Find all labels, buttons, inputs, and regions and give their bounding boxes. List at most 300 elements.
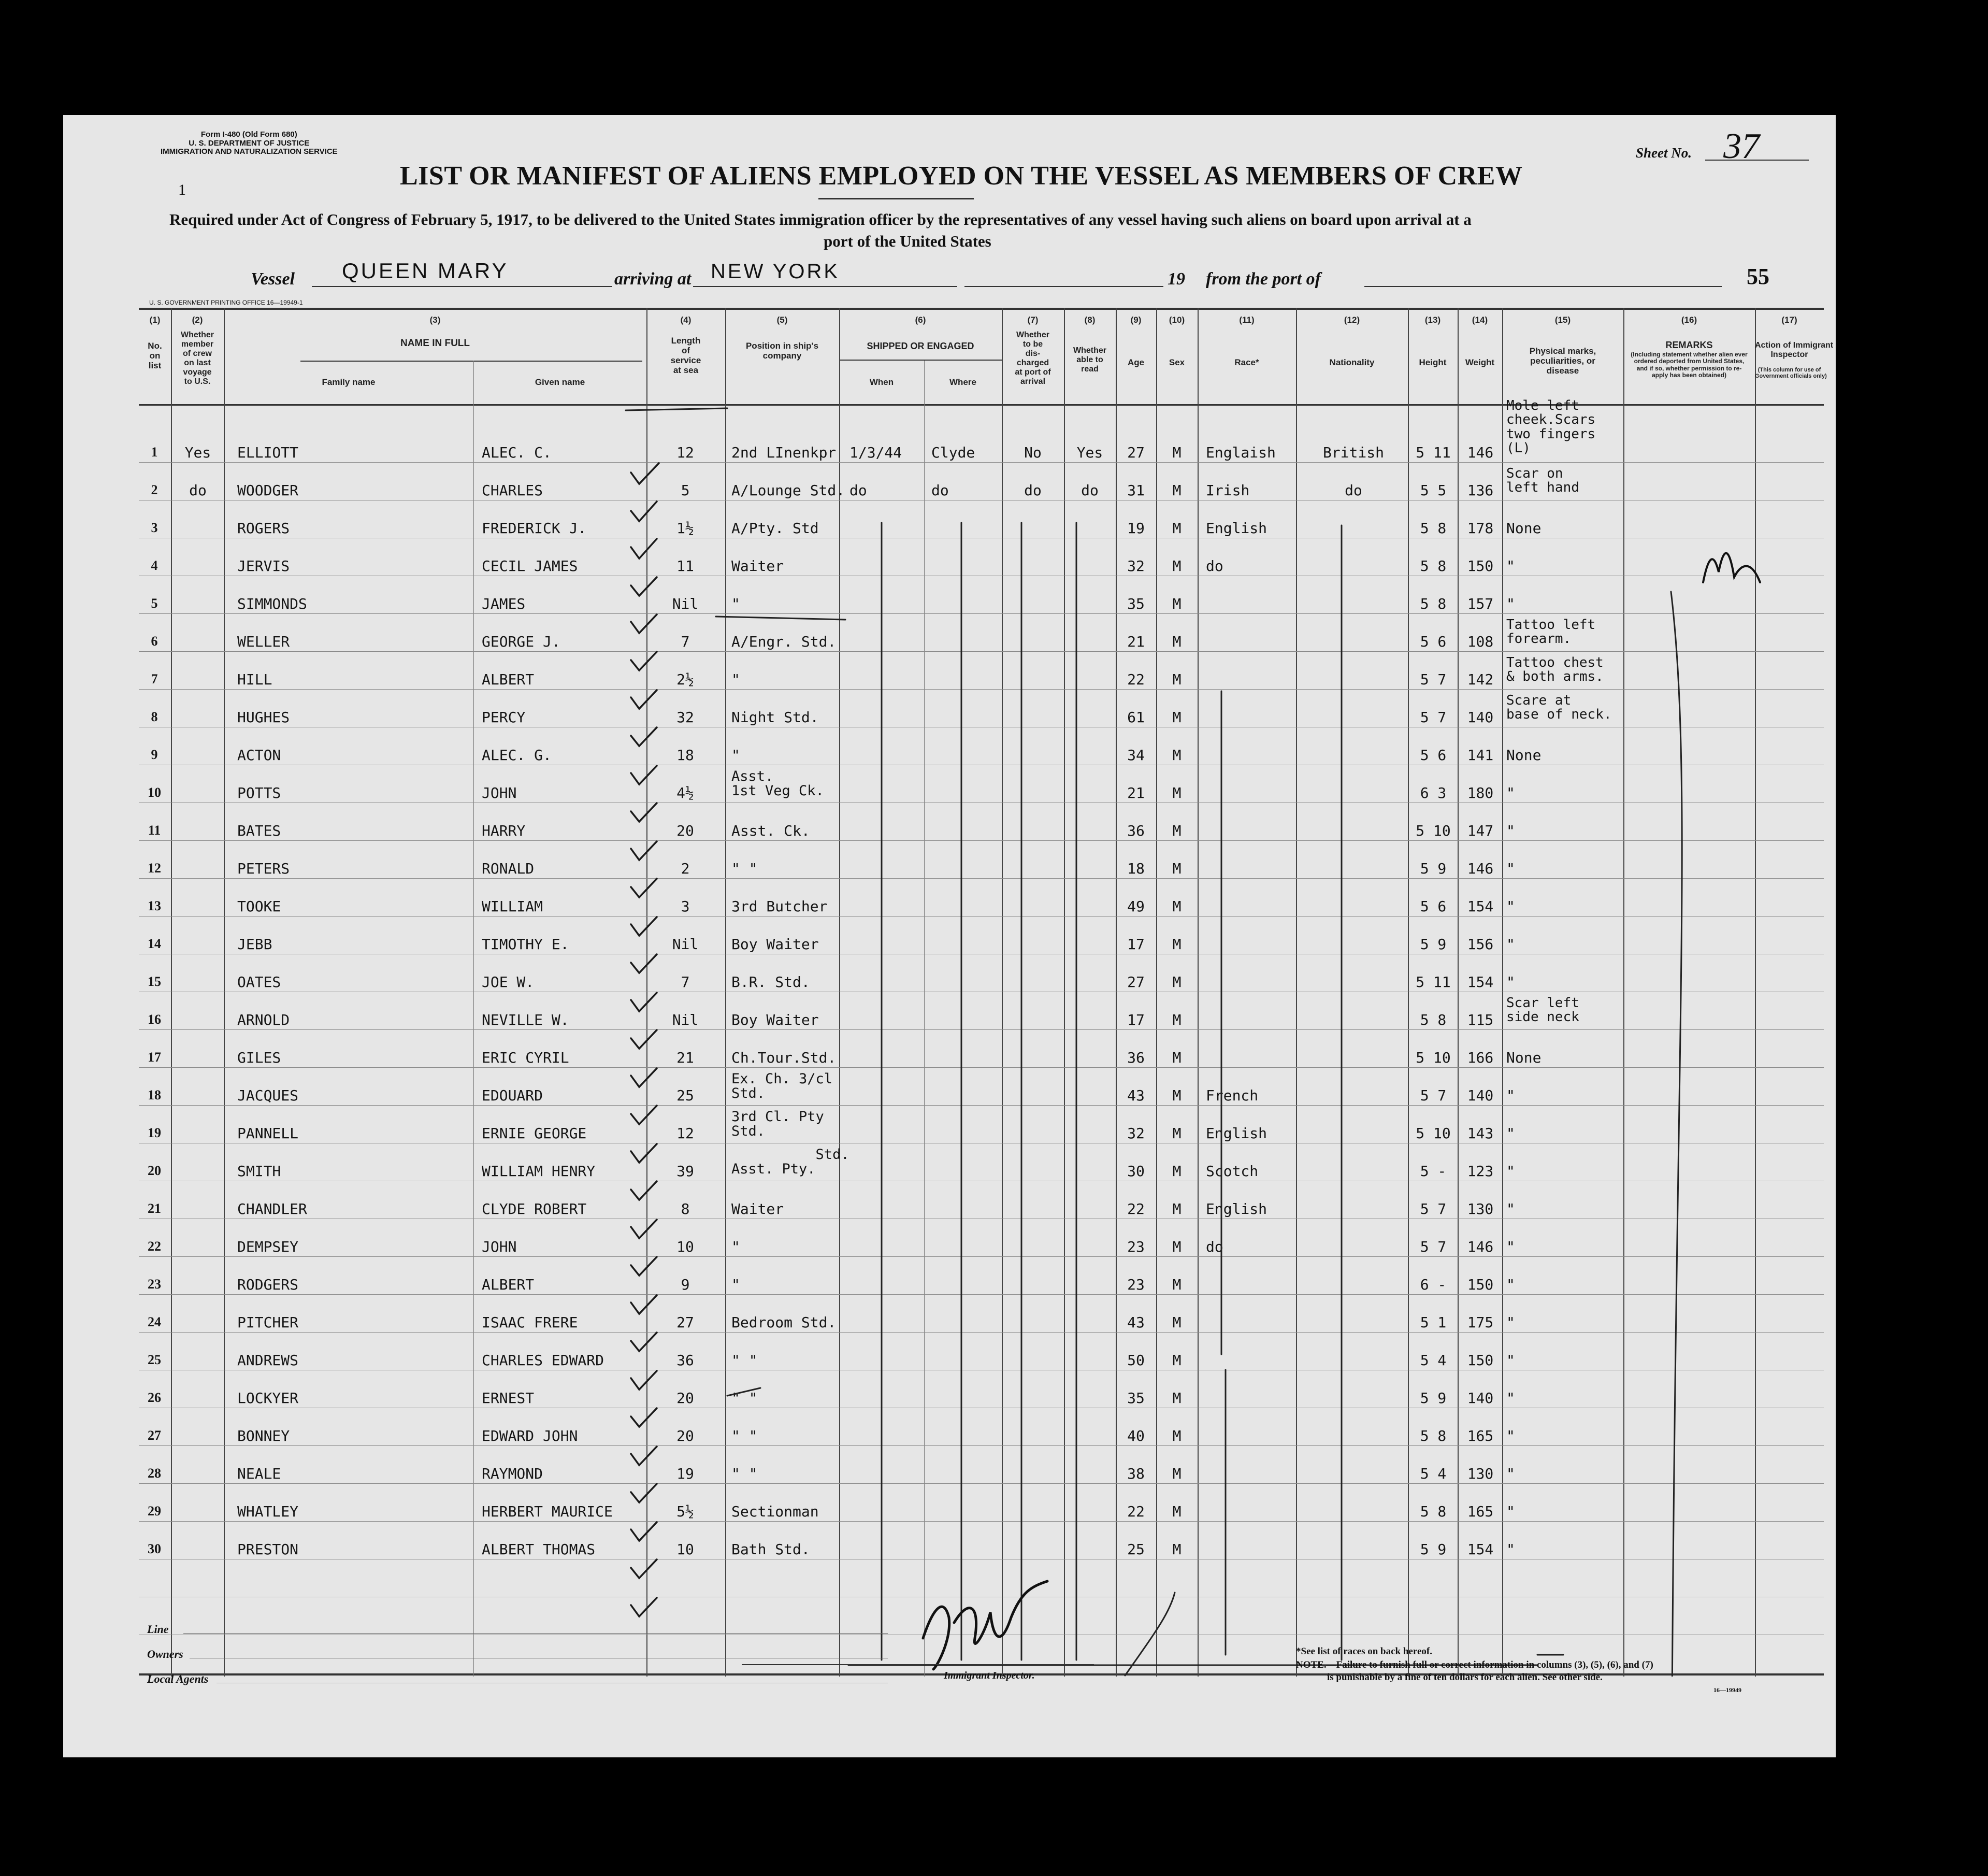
cell-position: Boy Waiter [731, 936, 819, 953]
cell-age: 31 [1127, 482, 1145, 499]
cell-age: 43 [1127, 1087, 1145, 1104]
cell-length-of-service: 21 [676, 1049, 694, 1066]
cell-height: 5 1 [1420, 1314, 1447, 1331]
col-num: (2) [192, 315, 203, 325]
cell-sex: M [1172, 633, 1182, 650]
cell-weight: 180 [1467, 784, 1494, 801]
cell-no: 16 [148, 1012, 161, 1027]
cell-given-name: ERNEST [482, 1390, 535, 1407]
printing-office-line: U. S. GOVERNMENT PRINTING OFFICE 16—19949-1 [149, 299, 303, 306]
cell-position: Bath Std. [731, 1541, 810, 1558]
cell-sex: M [1172, 595, 1182, 612]
crew-table [139, 308, 1834, 1677]
cell-given-name: GEORGE J. [482, 633, 560, 650]
cell-age: 18 [1127, 860, 1145, 877]
cell-sex: M [1172, 898, 1182, 915]
cell-position: Ex. Ch. 3/cl Std. [731, 1071, 833, 1102]
cell-length-of-service: 10 [676, 1238, 694, 1255]
cell-length-of-service: 12 [676, 1125, 694, 1142]
cell-shipped-where: do [931, 482, 949, 499]
cell-no: 5 [151, 596, 158, 611]
header-no-on-list: No. on list [148, 341, 162, 371]
cell-height: 5 8 [1420, 1011, 1447, 1028]
cell-height: 5 11 [1416, 973, 1451, 991]
cell-age: 36 [1127, 822, 1145, 839]
cell-weight: 146 [1467, 860, 1494, 877]
line-rule [183, 1633, 888, 1634]
cell-sex: M [1172, 936, 1182, 953]
cell-physical-marks: Scare at base of neck. [1506, 693, 1612, 723]
cell-weight: 115 [1467, 1011, 1494, 1028]
cell-height: 5 7 [1420, 709, 1447, 726]
cell-weight: 156 [1467, 936, 1494, 953]
cell-length-of-service: 5 [681, 482, 690, 499]
cell-length-of-service: 2 [681, 860, 690, 877]
cell-no: 1 [151, 445, 158, 460]
cell-no: 28 [148, 1466, 161, 1481]
cell-physical-marks: " [1506, 1352, 1515, 1369]
cell-shipped-when: 1/3/44 [849, 444, 902, 461]
cell-given-name: CHARLES [482, 482, 543, 499]
cell-family-name: OATES [237, 973, 281, 991]
cell-physical-marks: " [1506, 595, 1515, 612]
cell-age: 35 [1127, 595, 1145, 612]
cell-sex: M [1172, 860, 1182, 877]
cell-physical-marks: " [1506, 1276, 1515, 1293]
cell-weight: 130 [1467, 1200, 1494, 1218]
department-line: U. S. DEPARTMENT OF JUSTICE [189, 138, 310, 148]
header-family-name: Family name [322, 377, 376, 387]
cell-no: 4 [151, 558, 158, 573]
cell-position: " " [731, 1352, 758, 1369]
cell-physical-marks: " [1506, 860, 1515, 877]
cell-position: A/Lounge Std. [731, 482, 845, 499]
cell-physical-marks: " [1506, 1087, 1515, 1104]
cell-weight: 150 [1467, 557, 1494, 575]
col-num: (8) [1084, 315, 1096, 325]
cell-length-of-service: 12 [676, 444, 694, 461]
cell-family-name: LOCKYER [237, 1390, 299, 1407]
cell-age: 34 [1127, 747, 1145, 764]
cell-given-name: ERNIE GEORGE [482, 1125, 587, 1142]
manifest-sheet [63, 115, 1836, 1757]
cell-no: 3 [151, 520, 158, 535]
cell-family-name: RODGERS [237, 1276, 299, 1293]
cell-sex: M [1172, 520, 1182, 537]
cell-age: 25 [1127, 1541, 1145, 1558]
cell-position: Night Std. [731, 709, 819, 726]
cell-weight: 166 [1467, 1049, 1494, 1066]
cell-weight: 130 [1467, 1465, 1494, 1482]
cell-height: 5 6 [1420, 747, 1447, 764]
cell-position: " " [731, 1465, 758, 1482]
cell-family-name: PITCHER [237, 1314, 299, 1331]
penalty-note-2: is punishable by a fine of ten dollars for each alien. See other side. [1327, 1672, 1603, 1683]
cell-race: French [1206, 1087, 1259, 1104]
cell-position: " [731, 595, 740, 612]
header-remarks-note: (Including statement whether alien ever ordered deported from United States, and if so, whether permission to re- apply has been obtained) [1631, 351, 1748, 379]
col-num: (3) [429, 315, 441, 325]
cell-family-name: BONNEY [237, 1427, 290, 1444]
cell-able-to-read: Yes [1076, 444, 1103, 461]
cell-physical-marks: " [1506, 1541, 1515, 1558]
cell-family-name: ELLIOTT [237, 444, 299, 461]
cell-no: 26 [148, 1390, 161, 1405]
cell-position: Asst. Ck. [731, 822, 810, 839]
cell-no: 15 [148, 974, 161, 989]
cell-family-name: POTTS [237, 784, 281, 801]
cell-height: 5 8 [1420, 1503, 1447, 1520]
cell-sex: M [1172, 1049, 1182, 1066]
col-num: (1) [149, 315, 161, 325]
cell-no: 10 [148, 785, 161, 800]
header-position: Position in ship's company [745, 341, 819, 361]
cell-physical-marks: None [1506, 747, 1542, 764]
cell-position: A/Engr. Std. [731, 633, 837, 650]
cell-no: 20 [148, 1163, 161, 1178]
cell-physical-marks: " [1506, 1314, 1515, 1331]
cell-no: 21 [148, 1201, 161, 1216]
cell-no: 22 [148, 1239, 161, 1254]
header-discharged: Whether to be dis- charged at port of arrival [1015, 331, 1051, 386]
cell-given-name: PERCY [482, 709, 526, 726]
cell-length-of-service: 7 [681, 973, 690, 991]
cell-no: 2 [151, 482, 158, 497]
cell-height: 5 10 [1416, 1125, 1451, 1142]
cell-no: 30 [148, 1541, 161, 1556]
handwritten-marks [139, 308, 1834, 1677]
cell-family-name: PANNELL [237, 1125, 299, 1142]
cell-given-name: CLYDE ROBERT [482, 1200, 587, 1218]
cell-length-of-service: 11 [676, 557, 694, 575]
print-code: 16—19949 [1713, 1686, 1741, 1694]
cell-family-name: ACTON [237, 747, 281, 764]
cell-sex: M [1172, 822, 1182, 839]
cell-physical-marks: None [1506, 1049, 1542, 1066]
cell-age: 50 [1127, 1352, 1145, 1369]
cell-weight: 157 [1467, 595, 1494, 612]
header-race: Race* [1234, 357, 1259, 367]
col-num: (10) [1169, 315, 1185, 325]
cell-position: 2nd LInenkpr [731, 444, 837, 461]
cell-family-name: WHATLEY [237, 1503, 299, 1520]
title-rule [818, 198, 974, 199]
col-num: (5) [776, 315, 788, 325]
cell-height: 5 8 [1420, 520, 1447, 537]
cell-nationality: British [1322, 444, 1384, 461]
cell-given-name: EDOUARD [482, 1087, 543, 1104]
cell-length-of-service: 9 [681, 1276, 690, 1293]
vessel-label: Vessel [251, 269, 295, 289]
cell-given-name: ISAAC FRERE [482, 1314, 578, 1331]
cell-physical-marks: " [1506, 1200, 1515, 1218]
cell-weight: 140 [1467, 1087, 1494, 1104]
cell-length-of-service: 20 [676, 822, 694, 839]
col-num: (7) [1027, 315, 1039, 325]
cell-given-name: ERIC CYRIL [482, 1049, 569, 1066]
cell-age: 35 [1127, 1390, 1145, 1407]
header-length-of-service: Length of service at sea [670, 336, 701, 376]
cell-position: Std. Asst. Pty. [731, 1147, 849, 1178]
cell-age: 40 [1127, 1427, 1145, 1444]
cell-physical-marks: Tattoo chest & both arms. [1506, 655, 1604, 685]
cell-sex: M [1172, 482, 1182, 499]
cell-no: 29 [148, 1503, 161, 1519]
cell-length-of-service: 20 [676, 1427, 694, 1444]
cell-physical-marks: None [1506, 520, 1542, 537]
cell-age: 43 [1127, 1314, 1145, 1331]
race-footnote: *See list of races on back hereof. [1296, 1646, 1432, 1657]
cell-given-name: HARRY [482, 822, 526, 839]
check-marks [631, 463, 659, 1616]
cell-no: 12 [148, 861, 161, 876]
owners-label: Owners [147, 1648, 183, 1660]
cell-family-name: CHANDLER [237, 1200, 307, 1218]
cell-height: 5 7 [1420, 671, 1447, 688]
col-num: (6) [915, 315, 926, 325]
cell-physical-marks: " [1506, 557, 1515, 575]
cell-length-of-service: 36 [676, 1352, 694, 1369]
header-shipped-where: Where [949, 377, 976, 387]
cell-position: Waiter [731, 1200, 784, 1218]
cell-family-name: JERVIS [237, 557, 290, 575]
cell-height: 5 8 [1420, 595, 1447, 612]
header-age: Age [1127, 357, 1145, 367]
cell-weight: 165 [1467, 1427, 1494, 1444]
cell-given-name: EDWARD JOHN [482, 1427, 578, 1444]
cell-position: Asst. 1st Veg Ck. [731, 768, 824, 799]
cell-sex: M [1172, 1163, 1182, 1180]
cell-length-of-service: Nil [672, 1011, 699, 1028]
cell-family-name: JEBB [237, 936, 272, 953]
col-num: (17) [1781, 315, 1797, 325]
cell-shipped-when: do [849, 482, 867, 499]
cell-given-name: TIMOTHY E. [482, 936, 569, 953]
cell-physical-marks: " [1506, 1238, 1515, 1255]
cell-family-name: ROGERS [237, 520, 290, 537]
cell-given-name: RAYMOND [482, 1465, 543, 1482]
cell-position: Bedroom Std. [731, 1314, 837, 1331]
cell-physical-marks: " [1506, 784, 1515, 801]
arriving-port: NEW YORK [711, 260, 840, 283]
cell-given-name: WILLIAM HENRY [482, 1163, 596, 1180]
cell-position: 3rd Butcher [731, 898, 828, 915]
cell-position: " [731, 1276, 740, 1293]
cell-sex: M [1172, 1314, 1182, 1331]
cell-family-name: TOOKE [237, 898, 281, 915]
cell-height: 5 11 [1416, 444, 1451, 461]
cell-no: 11 [148, 823, 161, 838]
cell-given-name: ALBERT [482, 1276, 535, 1293]
cell-given-name: WILLIAM [482, 898, 543, 915]
cell-age: 23 [1127, 1276, 1145, 1293]
cell-sex: M [1172, 671, 1182, 688]
penalty-note: NOTE.—Failure to furnish full or correct information in columns (3), (5), (6), and (7) [1296, 1659, 1653, 1670]
header-inspector-action: Action of Immigrant Inspector [1755, 341, 1834, 359]
cell-physical-marks: " [1506, 936, 1515, 953]
cell-length-of-service: 3 [681, 898, 690, 915]
cell-age: 36 [1127, 1049, 1145, 1066]
cell-given-name: ALBERT THOMAS [482, 1541, 596, 1558]
cell-weight: 123 [1467, 1163, 1494, 1180]
cell-age: 30 [1127, 1163, 1145, 1180]
cell-sex: M [1172, 557, 1182, 575]
cell-height: 5 6 [1420, 633, 1447, 650]
cell-length-of-service: 2½ [676, 671, 694, 688]
cell-physical-marks: Scar on left hand [1506, 466, 1579, 496]
cell-sex: M [1172, 1200, 1182, 1218]
cell-height: 5 9 [1420, 936, 1447, 953]
cell-physical-marks: Tattoo left forearm. [1506, 617, 1596, 647]
service-line: IMMIGRATION AND NATURALIZATION SERVICE [161, 147, 338, 156]
header-given-name: Given name [535, 377, 585, 387]
cell-given-name: ALBERT [482, 671, 535, 688]
cell-position: Ch.Tour.Std. [731, 1049, 837, 1066]
cell-discharged: do [1024, 482, 1042, 499]
sheet-label: Sheet No. [1636, 145, 1692, 161]
cell-nationality: do [1345, 482, 1362, 499]
cell-height: 5 7 [1420, 1200, 1447, 1218]
cell-race: English [1206, 1125, 1267, 1142]
cell-age: 22 [1127, 1503, 1145, 1520]
arriving-label: arriving at [614, 269, 692, 289]
from-port-rule [1364, 286, 1722, 287]
cell-height: 5 9 [1420, 1390, 1447, 1407]
cell-physical-marks: " [1506, 1390, 1515, 1407]
cell-given-name: JOE W. [482, 973, 535, 991]
cell-given-name: ALEC. G. [482, 747, 552, 764]
cell-physical-marks: " [1506, 1465, 1515, 1482]
cell-weight: 154 [1467, 898, 1494, 915]
cell-position: Waiter [731, 557, 784, 575]
cell-height: 5 4 [1420, 1465, 1447, 1482]
col-num: (14) [1472, 315, 1488, 325]
cell-given-name: HERBERT MAURICE [482, 1503, 613, 1520]
cell-sex: M [1172, 1011, 1182, 1028]
cell-weight: 141 [1467, 747, 1494, 764]
cell-height: 5 9 [1420, 860, 1447, 877]
cell-given-name: JAMES [482, 595, 526, 612]
cell-sex: M [1172, 1238, 1182, 1255]
cell-height: 5 4 [1420, 1352, 1447, 1369]
cell-position: Sectionman [731, 1503, 819, 1520]
header-remarks: REMARKS [1665, 340, 1713, 350]
inspector-label: Immigrant Inspector. [944, 1670, 1035, 1681]
cell-physical-marks: " [1506, 1503, 1515, 1520]
cell-position: " [731, 1238, 740, 1255]
form-number [161, 131, 338, 156]
cell-family-name: DEMPSEY [237, 1238, 299, 1255]
cell-given-name: CECIL JAMES [482, 557, 578, 575]
col-num: (16) [1681, 315, 1697, 325]
cell-height: 5 6 [1420, 898, 1447, 915]
cell-length-of-service: 32 [676, 709, 694, 726]
cell-position: 3rd Cl. Pty Std. [731, 1109, 824, 1140]
cell-no: 19 [148, 1125, 161, 1140]
cell-family-name: GILES [237, 1049, 281, 1066]
cell-position: " " [731, 1427, 758, 1444]
header-inspector-note: (This column for use of Government officials only) [1755, 367, 1827, 380]
cell-age: 32 [1127, 557, 1145, 575]
cell-sex: M [1172, 1427, 1182, 1444]
cell-sex: M [1172, 1125, 1182, 1142]
header-physical-marks: Physical marks, peculiarities, or disease [1529, 346, 1596, 376]
cell-given-name: CHARLES EDWARD [482, 1352, 604, 1369]
cell-sex: M [1172, 784, 1182, 801]
cell-race: do [1206, 557, 1223, 575]
cell-given-name: FREDERICK J. [482, 520, 587, 537]
cell-no: 7 [151, 671, 158, 686]
header-weight: Weight [1465, 357, 1495, 367]
vessel-name: QUEEN MARY [342, 259, 509, 283]
cell-race: Scotch [1206, 1163, 1259, 1180]
header-crew-last-voyage: Whether member of crew on last voyage to U.S. [181, 331, 214, 386]
cell-given-name: JOHN [482, 1238, 517, 1255]
cell-height: 5 10 [1416, 822, 1451, 839]
cell-length-of-service: 25 [676, 1087, 694, 1104]
cell-weight: 175 [1467, 1314, 1494, 1331]
cell-position: " " [731, 1390, 758, 1407]
cell-length-of-service: 10 [676, 1541, 694, 1558]
page-number: 55 [1747, 264, 1769, 289]
cell-age: 22 [1127, 1200, 1145, 1218]
cell-physical-marks: Scar left side neck [1506, 995, 1579, 1025]
cell-age: 49 [1127, 898, 1145, 915]
cell-crew-last-voyage: Yes [184, 444, 211, 461]
cell-age: 17 [1127, 936, 1145, 953]
cell-age: 21 [1127, 633, 1145, 650]
cell-family-name: WOODGER [237, 482, 299, 499]
cell-position: B.R. Std. [731, 973, 810, 991]
cell-position: A/Pty. Std [731, 520, 819, 537]
col-num: (15) [1554, 315, 1571, 325]
cell-family-name: PRESTON [237, 1541, 299, 1558]
cell-shipped-where: Clyde [931, 444, 975, 461]
cell-height: 5 7 [1420, 1238, 1447, 1255]
header-able-to-read: Whether able to read [1073, 346, 1106, 374]
cell-weight: 154 [1467, 1541, 1494, 1558]
cell-physical-marks: " [1506, 1163, 1515, 1180]
cell-crew-last-voyage: do [189, 482, 207, 499]
cell-given-name: RONALD [482, 860, 535, 877]
cell-length-of-service: 19 [676, 1465, 694, 1482]
cell-age: 27 [1127, 444, 1145, 461]
cell-length-of-service: 7 [681, 633, 690, 650]
cell-sex: M [1172, 1087, 1182, 1104]
cell-able-to-read: do [1081, 482, 1099, 499]
cell-family-name: HUGHES [237, 709, 290, 726]
cell-age: 32 [1127, 1125, 1145, 1142]
cell-race: Englaish [1206, 444, 1276, 461]
cell-length-of-service: Nil [672, 595, 699, 612]
inspector-rule [742, 1664, 1094, 1665]
cell-family-name: JACQUES [237, 1087, 299, 1104]
cell-no: 23 [148, 1277, 161, 1292]
from-port-label: from the port of [1206, 269, 1321, 289]
page-title: LIST OR MANIFEST OF ALIENS EMPLOYED ON THE VESSEL AS MEMBERS OF CREW [400, 161, 1523, 191]
cell-weight: 154 [1467, 973, 1494, 991]
cell-physical-marks: " [1506, 822, 1515, 839]
header-name-in-full: NAME IN FULL [400, 338, 470, 349]
cell-height: 5 8 [1420, 557, 1447, 575]
year-label: 19 [1168, 269, 1185, 289]
cell-weight: 150 [1467, 1352, 1494, 1369]
col-num: (12) [1344, 315, 1360, 325]
cell-age: 19 [1127, 520, 1145, 537]
cell-physical-marks: Mole left cheek.Scars two fingers (L) [1506, 398, 1596, 456]
cell-no: 13 [148, 898, 161, 913]
cell-family-name: ARNOLD [237, 1011, 290, 1028]
